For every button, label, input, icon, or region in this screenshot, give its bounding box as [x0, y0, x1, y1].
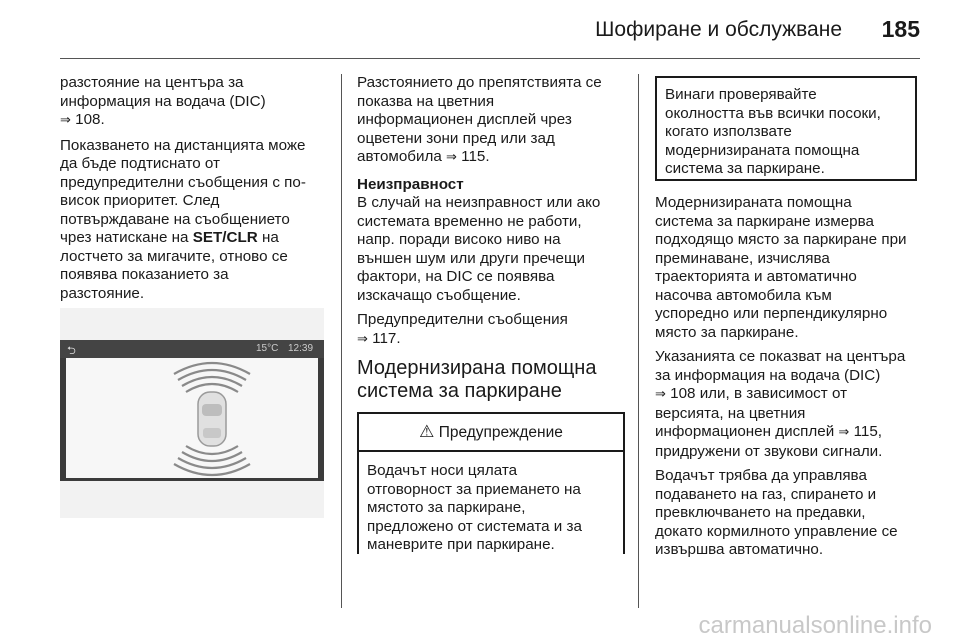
- parking-sensor-graphic: [66, 358, 318, 478]
- reference-arrow-icon: ⇒: [357, 331, 368, 347]
- parking-view: [66, 358, 318, 478]
- notice-box: Винаги проверявайте околността във всички посоки, когато използвате модернизираната помощна система за паркиране.: [655, 76, 917, 181]
- infotainment-display: [60, 340, 324, 481]
- display-status-bar: [60, 340, 324, 358]
- reference-link[interactable]: 108.: [75, 111, 105, 128]
- display-temperature: 15°C: [256, 343, 279, 354]
- paragraph-instructions: Указанията се показват на центъра за информация на водача (DIC) ⇒ 108 или, в зависимост от версията, на цветния информационен дисплей ⇒ 115, придружени от звукови сигнали.: [655, 348, 906, 460]
- paragraph-distance: Показването на дистанцията може да бъде подтиснато от предупредителни съобщения с по- висок приоритет. След потвърждаване на съобщението чрез натискане на SET/CLR на лостчето за мигачите, отново се появява показанието за разстояние.: [60, 136, 306, 302]
- front-sensor-arcs: [174, 363, 250, 392]
- paragraph-driver-duty: Водачът трябва да управлява подаването на газ, спирането и превключването на предавки, докато кормилното управление се извършва автоматично.: [655, 467, 898, 558]
- header-divider: [60, 58, 920, 59]
- warning-triangle-icon: ⚠: [419, 422, 435, 442]
- paragraph-warning-messages: Предупредителни съобщения ⇒ 117.: [357, 311, 568, 347]
- column-right: [655, 194, 923, 566]
- column-divider-2: [638, 74, 639, 608]
- car-top-view-icon: [198, 392, 226, 446]
- paragraph-obstacle-distance: Разстоянието до препятствията се показва на цветния информационен дисплей чрез оцветени зони пред или зад автомобила ⇒ 115.: [357, 74, 602, 165]
- warning-title: Предупреждение: [438, 424, 563, 441]
- reference-link[interactable]: 117.: [372, 329, 401, 347]
- column-middle: [357, 74, 622, 411]
- page-header: [0, 0, 960, 60]
- reference-arrow-icon: ⇒: [655, 387, 666, 402]
- column-left: [60, 74, 325, 309]
- key-label: SET/CLR: [192, 229, 258, 246]
- reference-link[interactable]: 115.: [461, 148, 490, 165]
- warning-box: [357, 412, 625, 554]
- warning-header: [359, 414, 623, 452]
- page-title: Шофиране и обслужване: [595, 18, 842, 41]
- paragraph-dic-ref: разстояние на центъра за информация на водача (DIC) ⇒ 108.: [60, 74, 266, 128]
- paragraph-system-function: Модернизираната помощна система за паркиране измерва подходящо място за паркиране при преминаване, изчислява траекторията и автоматично насочва автомобила към успоредно или перпендикулярно място за паркиране.: [655, 194, 907, 341]
- watermark: carmanualsonline.info: [698, 612, 932, 639]
- rear-sensor-arcs: [174, 446, 250, 475]
- back-arrow-icon: ⮌: [67, 344, 76, 357]
- page-number: 185: [881, 16, 920, 42]
- reference-arrow-icon: ⇒: [446, 150, 457, 165]
- section-heading: Модернизирана помощна система за паркиране: [357, 357, 597, 402]
- paragraph-fault: В случай на неизправност или ако системата временно не работи, напр. поради високо ниво на външен шум или други пречещи фактори, на DIC се появява изскачащо съобщение.: [357, 194, 601, 304]
- reference-arrow-icon: ⇒: [60, 113, 71, 128]
- warning-text: Водачът носи цялата отговорност за приемането на мястото за паркиране, предложено от системата и за маневрите при паркиране.: [367, 462, 582, 553]
- display-clock: 12:39: [288, 343, 314, 354]
- column-divider-1: [341, 74, 342, 608]
- reference-arrow-icon: ⇒: [838, 425, 850, 440]
- fault-heading: Неизправност: [357, 175, 464, 193]
